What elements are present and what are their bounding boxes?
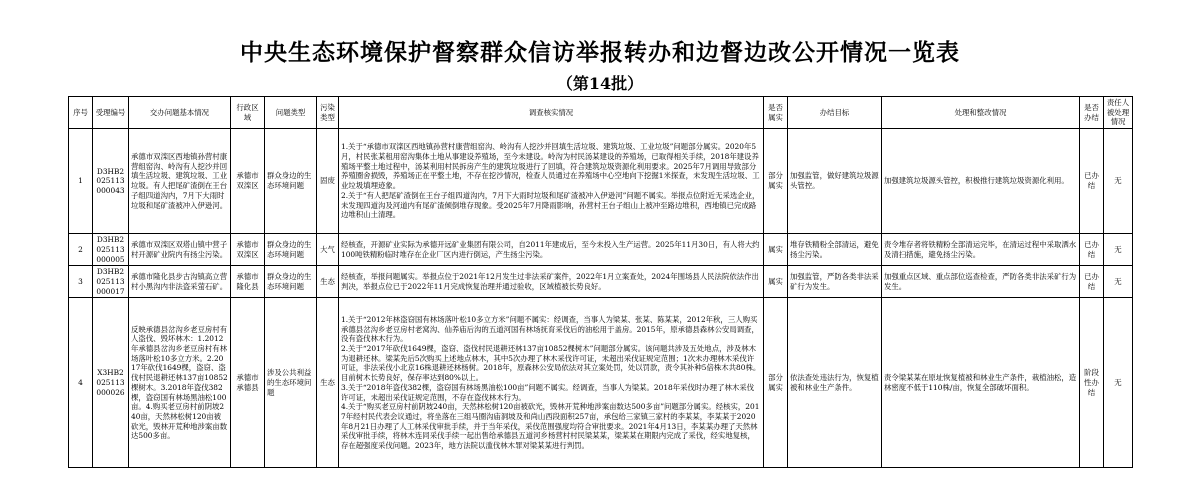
header-goal: 办结目标 [788,97,882,129]
cell-closed: 已办结 [1080,129,1104,234]
investigation-paragraph: 经核查，举报问题属实。举报点位于2021年12月发生过非法采矿案件，2022年1月立案查处，2024年围场县人民法院依法作出判决，举报点位已于2022年11月完成恢复治理并通过验收，区域植被长势良好。 [341,272,759,291]
table-row [69,298,1133,468]
cell-handling: 责令堆存者将铁精粉全部清运完毕，在清运过程中采取洒水及清扫措施，避免扬尘污染。 [882,234,1080,266]
header-investigation: 调查核实情况 [339,97,764,129]
cell-goal: 堆存铁精粉全部清运，避免扬尘污染。 [788,234,882,266]
investigation-paragraph: 1.关于“2012年林盗窃国有林场落叶松10多立方米”问题不属实：经调查，当事人为梁某、张某、陈某某，2012年秋，三人购买承德县岔沟乡老豆房村老窝沟、仙养庙后沟的五道河国有林场抚育采伐后的油松用于盖房。2015年，原承德县森林公安局调查，没有盗伐林木行为。 [341,314,759,344]
investigation-paragraph: 2.关于“有人把尾矿渣倒在王台子组四道沟内，7月下大雨时垃圾和尾矿渣被冲入伊逊河”问题不属实。举报点位附近无采选企业，未发现四道沟及河道内有尾矿渣倾倒堆存现象。受2025年7月降雨影响，孙营村王台子组山上被冲至路边堆积，西地镇已完成路边堆积山土清理。 [341,190,760,220]
cell-type: 涉及公共利益的生态环境问题 [265,298,317,468]
cell-region: 承德市承德县 [231,298,265,468]
cell-true: 部分属实 [764,298,788,468]
batch-subtitle: （第14批） [556,74,644,93]
cell-closed: 已办结 [1080,234,1104,266]
cell-no: 1 [69,129,93,234]
cell-goal: 加强监管，做好建筑垃圾源头管控。 [788,129,882,234]
header-punish: 责任人被处理情况 [1104,97,1133,129]
cell-punish: 无 [1104,129,1133,234]
cell-investigation [339,298,764,468]
cell-type: 群众身边的生态环境问题 [265,234,317,266]
investigation-paragraph: 4.关于“购买老豆房村前阴坡240亩，天然林松树120亩被砍光，毁林开荒种地涉案亩数达500多亩”问题部分属实。经核实，2017年经村民代表会议通过，将坐落在三组马圈沟庙洞坡及和尚山西段面积257亩，承包给三家镇三家村的李某某，李某某于2020年8月21日办理了人工林采伐审批手续，并于当年采伐，采伐范围强度均符合审批要求。2021年4月13日，李某某办理了天然林采伐审批手续，将林木连同采伐手续一起出售给承德县五道河乡杨营村村民梁某某，梁某某在期限内完成了采伐，经实地复核，存在超强度采伐问题。2023年，地方法院以滥伐林木罪对梁某某进行判罚。 [341,402,760,451]
table-header-row [69,97,1133,129]
header-region: 行政区域 [231,97,265,129]
cell-id: X3HB2025113000026 [93,298,129,468]
cell-no: 3 [69,266,93,298]
cell-pollution: 固废 [317,129,339,234]
cell-problem: 承德市双滦区西地镇孙营村康营组窑沟、岭沟有人挖沙并回填生活垃圾、建筑垃圾、工业垃圾。有人把尾矿渣倒在王台子组四道沟内，7月下大雨时垃圾和尾矿渣被冲入伊逊河。 [129,129,231,234]
investigation-paragraph: 1.关于“承德市双滦区西地镇孙营村康营组窑沟、岭沟有人挖沙并回填生活垃圾、建筑垃圾、工业垃圾”问题部分属实。2020年5月，村民张某租用窑沟集体土地从事建设养殖场，至今未建设。岭沟为村民汤某建设的养殖场，已取得相关手续，2018年建设养殖场平整土地过程中，汤某利用村民拆房产生的建筑垃圾进行了回填，符合建筑垃圾资源化利用要求。2025年7月调用导致部分养殖圈舍损毁，养殖场正在平整土地，不存在挖沙情况，检查人员通过在养殖场中心空地向下挖掘1米探查，未发现生活垃圾、工业垃圾填埋迹象。 [341,142,760,191]
cell-investigation [339,234,764,266]
page-title: 中央生态环境保护督察群众信访举报转办和边督边改公开情况一览表 [240,39,960,66]
cell-problem: 承德市隆化县步古沟镇高立营村小黑沟内非法盗采萤石矿。 [129,266,231,298]
cell-punish: 无 [1104,234,1133,266]
cell-pollution: 生态 [317,298,339,468]
cell-goal: 加强监管，严防各类非法采矿行为发生。 [788,266,882,298]
header-true: 是否属实 [764,97,788,129]
header-id: 受理编号 [93,97,129,129]
cell-closed: 已办结 [1080,266,1104,298]
table-row [69,234,1133,266]
table-row [69,266,1133,298]
cell-handling: 加强重点区域、重点部位巡查检查，严防各类非法采矿行为发生。 [882,266,1080,298]
cell-no: 4 [69,298,93,468]
header-type: 问题类型 [265,97,317,129]
cell-pollution: 大气 [317,234,339,266]
header-closed: 是否办结 [1080,97,1104,129]
header-no: 序号 [69,97,93,129]
investigation-paragraph: 2.关于“2017年砍伐1649棵，盗窃、盗伐村民退耕还林137亩10852棵树木”问题部分属实。该问题共涉及五处地点，涉及林木为退耕还林。梁某先后5次购买上述地点林木，其中5次办理了林木采伐许可证，未超出采伐证规定范围；1次未办理林木采伐许可证，非法采伐小北京16株退耕还林杨树。2018年，原森林公安局依法对其立案处罚，处以罚款，责令其补种5倍株木共80株。目前树木长势良好，保存率达到80%以上。 [341,344,761,383]
cell-punish: 无 [1104,298,1133,468]
cell-region: 承德市隆化县 [231,266,265,298]
cell-problem: 承德市双滦区双塔山镇中营子村开源矿业院内有扬尘污染。 [129,234,231,266]
cell-id: D3HB2025113000017 [93,266,129,298]
cell-id: D3HB2025113000005 [93,234,129,266]
cell-punish: 无 [1104,266,1133,298]
cell-closed: 阶段性办结 [1080,298,1104,468]
cell-handling: 责令梁某某在原址恢复植被和林业生产条件，栽植油松，造林密度不低于110株/亩，恢复全部破坏面积。 [882,298,1080,468]
investigation-paragraph: 3.关于“2018年盗伐382棵，盗窃国有林场黑油松100亩”问题不属实。经调查，当事人为梁某。2018年采伐时办理了林木采伐许可证，未超出采伐证规定范围，不存在盗伐林木行为。 [341,382,755,402]
cell-region: 承德市双滦区 [231,234,265,266]
header-handling: 处理和整改情况 [882,97,1080,129]
cell-type: 群众身边的生态环境问题 [265,129,317,234]
cell-problem: 反映承德县岔沟乡老豆房村有人盗伐、毁坏林木：1.2012年承德县岔沟乡老豆房村有林场落叶松10多立方米。2.2017年砍伐1649棵，盗窃、盗伐村民退耕还林137亩10852棵树木。3.2018年盗伐382棵，盗窃国有林场黑油松100亩。4.购买老豆房村前阴坡240亩，天然林松树120亩被砍光，毁林开荒种地涉案亩数达500多亩。 [129,298,231,468]
cell-true: 属实 [764,234,788,266]
cell-true: 部分属实 [764,129,788,234]
cell-region: 承德市双滦区 [231,129,265,234]
cell-no: 2 [69,234,93,266]
cell-investigation [339,266,764,298]
cell-true: 属实 [764,266,788,298]
header-pollution: 污染类型 [317,97,339,129]
table-row [69,129,1133,234]
cell-handling: 加强建筑垃圾源头管控，积极推行建筑垃圾资源化利用。 [882,129,1080,234]
cell-type: 群众身边的生态环境问题 [265,266,317,298]
cell-id: D3HB2025113000043 [93,129,129,234]
cell-investigation [339,129,764,234]
investigation-paragraph: 经核查，开源矿业实际为承德开远矿业集团有限公司，自2011年建成后，至今未投入生产运营。2025年11月30日，有人将大约100吨铁精粉临时堆存在企业厂区内进行倒运，产生扬尘污染。 [341,239,760,259]
header-problem: 交办问题基本情况 [129,97,231,129]
cell-goal: 依法查处违法行为，恢复植被和林业生产条件。 [788,298,882,468]
cell-pollution: 生态 [317,266,339,298]
disclosure-table [68,96,1133,468]
